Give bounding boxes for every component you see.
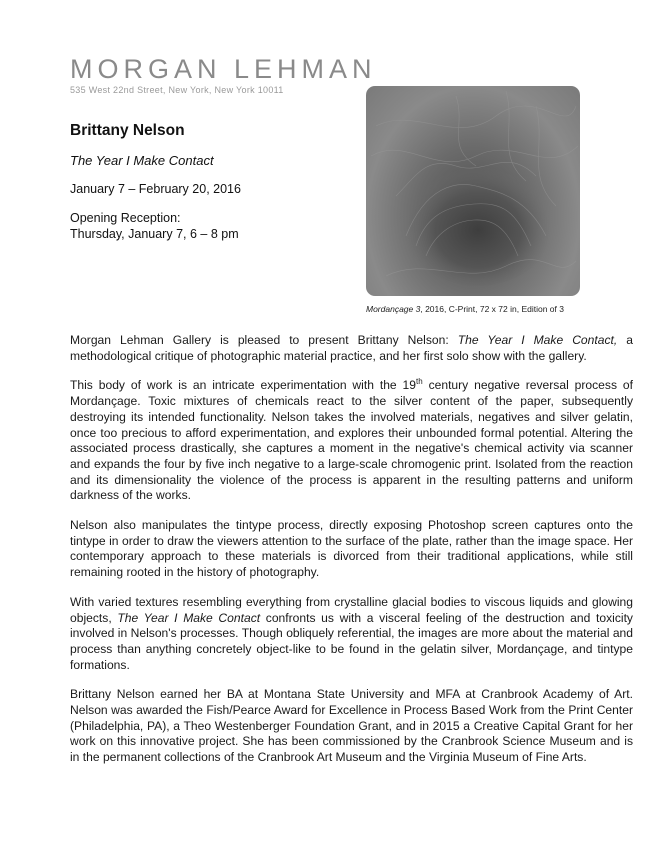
press-release-body bbox=[70, 333, 633, 780]
p1-text-a: Morgan Lehman Gallery is pleased to present Brittany Nelson: bbox=[70, 333, 458, 347]
paragraph-process bbox=[70, 378, 633, 504]
artwork-image bbox=[366, 86, 580, 296]
paragraph-intro bbox=[70, 333, 633, 364]
exhibition-title: The Year I Make Contact bbox=[70, 153, 214, 168]
exhibition-dates: January 7 – February 20, 2016 bbox=[70, 182, 241, 196]
p4-text-a: With varied textures resembling everything from crystalline glacial bodies to viscous liquids and glowing objects, bbox=[70, 594, 633, 625]
reception-time: Thursday, January 7, 6 – 8 pm bbox=[70, 226, 239, 241]
p2-superscript: th bbox=[416, 377, 423, 387]
p4-text-b: confronts us with a visceral feeling of the destruction and toxicity involved in Nelson's processes. Though obliquely referential, the images are more about the material and process than anything concretely object-like to be found in the gelatin silver, Mordançage, and tintype formations. bbox=[70, 610, 633, 672]
artist-name: Brittany Nelson bbox=[70, 122, 185, 139]
reception-label: Opening Reception: bbox=[70, 211, 181, 225]
artwork-caption bbox=[366, 304, 633, 314]
caption-details: , 2016, C-Print, 72 x 72 in, Edition of 3 bbox=[420, 304, 564, 314]
gallery-logo: MORGAN LEHMAN bbox=[70, 54, 377, 84]
paragraph-bio: Brittany Nelson earned her BA at Montana State University and MFA at Cranbrook Academy of Art. Nelson was awarded the Fish/Pearce Award for Excellence in Process Based Work from the Print Center (Philadelphia, PA), a Theo Westenberger Foundation Grant, and in 2015 a Creative Capital Grant for her work on this innovative project. She has been commissioned by the Cranbrook Science Museum and is in the permanent collections of the Cranbrook Art Museum and the Virginia Museum of Fine Arts. bbox=[70, 687, 633, 765]
p1-exhibition-title: The Year I Make Contact, bbox=[457, 333, 618, 347]
paragraph-textures bbox=[70, 595, 633, 674]
p2-text-b: century negative reversal process of Mordançage. Toxic mixtures of chemicals react to the silver content of the paper, subsequently destroying its intended functionality. Nelson takes the involved materials, negatives and silver gelatin, once too precious to afford experimentation, and explores their unbounded formal potential. Altering the associated process drastically, she captures a moment in the negative's chemical activity via scanner and expands the four by five inch negative to a large-scale chromogenic print. Isolated from the reaction and its dimensionality the violence of the process is apparent in the resulting patterns and uniform darkness of the works. bbox=[70, 378, 633, 503]
p2-text-a: This body of work is an intricate experimentation with the 19 bbox=[70, 378, 416, 393]
caption-title: Mordançage 3 bbox=[366, 304, 421, 314]
p1-text-b: a methodological critique of photographic material practice, and her first solo show with the gallery. bbox=[70, 333, 633, 363]
opening-reception bbox=[70, 211, 239, 242]
gallery-address: 535 West 22nd Street, New York, New York 10011 bbox=[70, 85, 284, 95]
p4-exhibition-title: The Year I Make Contact bbox=[117, 610, 261, 625]
paragraph-tintype: Nelson also manipulates the tintype process, directly exposing Photoshop screen captures onto the tintype in order to draw the viewers attention to the surface of the plate, rather than the image space. Her contemporary approach to these materials is divorced from their traditional applications, while still remaining rooted in the history of photography. bbox=[70, 518, 633, 580]
